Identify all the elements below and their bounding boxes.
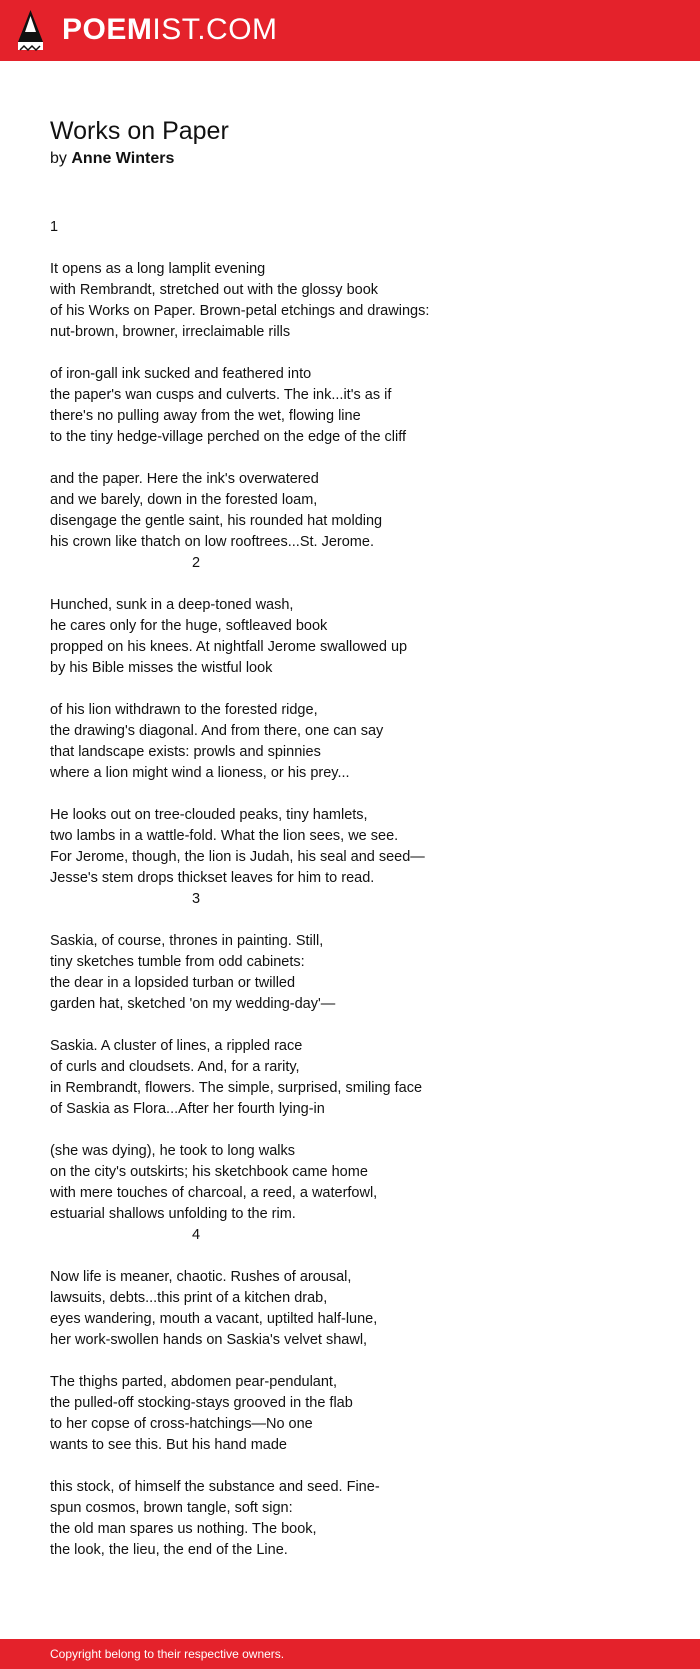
poem-line: The thighs parted, abdomen pear-pendulant, bbox=[50, 1374, 337, 1390]
poem-line: estuarial shallows unfolding to the rim. bbox=[50, 1206, 296, 1222]
poem-line: with mere touches of charcoal, a reed, a waterfowl, bbox=[50, 1185, 378, 1201]
site-header bbox=[0, 0, 700, 61]
poem-title: Works on Paper bbox=[50, 117, 229, 145]
stanza-gap bbox=[50, 343, 670, 364]
byline-prefix: by bbox=[50, 150, 67, 167]
poem-line: of Saskia as Flora...After her fourth lying-in bbox=[50, 1101, 325, 1117]
poem-line: disengage the gentle saint, his rounded hat molding bbox=[50, 513, 383, 529]
poem-line: of curls and cloudsets. And, for a rarity, bbox=[50, 1059, 300, 1075]
poem-line: Hunched, sunk in a deep-toned wash, bbox=[50, 597, 294, 613]
copyright-text: Copyright belong to their respective owners. bbox=[50, 1647, 285, 1661]
poem-line: He looks out on tree-clouded peaks, tiny hamlets, bbox=[50, 807, 368, 823]
stanza-gap bbox=[50, 679, 670, 700]
poem-line: For Jerome, though, the lion is Judah, his seal and seed— bbox=[50, 849, 425, 865]
poem-line: eyes wandering, mouth a vacant, uptilted half-lune, bbox=[50, 1311, 378, 1327]
poem-line: he cares only for the huge, softleaved book bbox=[50, 618, 328, 634]
poem-line: Saskia. A cluster of lines, a rippled race bbox=[50, 1038, 303, 1054]
poem-line: with Rembrandt, stretched out with the glossy book bbox=[50, 282, 379, 298]
poem-line: of his lion withdrawn to the forested ridge, bbox=[50, 702, 318, 718]
stanza-gap bbox=[50, 1015, 670, 1036]
pencil-tip-icon[interactable] bbox=[18, 10, 43, 52]
stanza-gap bbox=[50, 238, 670, 259]
poem-line: and the paper. Here the ink's overwatered bbox=[50, 471, 319, 487]
poem-line: her work-swollen hands on Saskia's velvet shawl, bbox=[50, 1332, 368, 1348]
byline bbox=[50, 148, 174, 170]
poem-line: of his Works on Paper. Brown-petal etchings and drawings: bbox=[50, 303, 430, 319]
poem-line: propped on his knees. At nightfall Jerome swallowed up bbox=[50, 639, 408, 655]
poem-line: where a lion might wind a lioness, or his prey... bbox=[50, 765, 350, 781]
stanza-gap bbox=[50, 1120, 670, 1141]
stanza-gap bbox=[50, 574, 670, 595]
poem-line: lawsuits, debts...this print of a kitchen drab, bbox=[50, 1290, 328, 1306]
poem-line: and we barely, down in the forested loam, bbox=[50, 492, 318, 508]
stanza-gap bbox=[50, 1246, 670, 1267]
poem-line: two lambs in a wattle-fold. What the lion sees, we see. bbox=[50, 828, 399, 844]
poem-line: to her copse of cross-hatchings—No one bbox=[50, 1416, 313, 1432]
poem-line: the dear in a lopsided turban or twilled bbox=[50, 975, 296, 991]
poem-line: the look, the lieu, the end of the Line. bbox=[50, 1542, 288, 1558]
stanza-gap bbox=[50, 1456, 670, 1477]
section-number: 1 bbox=[50, 219, 59, 235]
poem-line: to the tiny hedge-village perched on the edge of the cliff bbox=[50, 429, 407, 445]
poem-line: the drawing's diagonal. And from there, one can say bbox=[50, 723, 384, 739]
stanza-gap bbox=[50, 784, 670, 805]
poem-line: It opens as a long lamplit evening bbox=[50, 261, 266, 277]
poem-line: of iron-gall ink sucked and feathered into bbox=[50, 366, 312, 382]
section-number: 2 bbox=[192, 555, 201, 571]
author-name: Anne Winters bbox=[71, 150, 175, 167]
poem-line: there's no pulling away from the wet, flowing line bbox=[50, 408, 361, 424]
poem-line: by his Bible misses the wistful look bbox=[50, 660, 273, 676]
poem-line: that landscape exists: prowls and spinnies bbox=[50, 744, 321, 760]
poem-line: wants to see this. But his hand made bbox=[50, 1437, 287, 1453]
poem-line: the pulled-off stocking-stays grooved in the flab bbox=[50, 1395, 353, 1411]
poem-line: his crown like thatch on low rooftrees...St. Jerome. bbox=[50, 534, 374, 550]
site-footer bbox=[0, 1639, 700, 1669]
poem-line: Saskia, of course, thrones in painting. Still, bbox=[50, 933, 324, 949]
site-logo[interactable] bbox=[62, 12, 278, 48]
poem-line: nut-brown, browner, irreclaimable rills bbox=[50, 324, 291, 340]
poem-line: garden hat, sketched 'on my wedding-day'— bbox=[50, 996, 336, 1012]
stanza-gap bbox=[50, 1351, 670, 1372]
brand-bold-text: POEM bbox=[62, 13, 153, 46]
poem-line: on the city's outskirts; his sketchbook came home bbox=[50, 1164, 368, 1180]
section-number: 4 bbox=[192, 1227, 201, 1243]
poem-line: the old man spares us nothing. The book, bbox=[50, 1521, 317, 1537]
poem-line: in Rembrandt, flowers. The simple, surprised, smiling face bbox=[50, 1080, 423, 1096]
poem-line: tiny sketches tumble from odd cabinets: bbox=[50, 954, 305, 970]
poem-line: Now life is meaner, chaotic. Rushes of arousal, bbox=[50, 1269, 352, 1285]
section-number: 3 bbox=[192, 891, 201, 907]
poem-line: the paper's wan cusps and culverts. The ink...it's as if bbox=[50, 387, 392, 403]
poem-line: this stock, of himself the substance and seed. Fine- bbox=[50, 1479, 380, 1495]
brand-light-text: IST.COM bbox=[152, 13, 278, 46]
stanza-gap bbox=[50, 910, 670, 931]
poem-line: Jesse's stem drops thickset leaves for him to read. bbox=[50, 870, 375, 886]
poem-line: spun cosmos, brown tangle, soft sign: bbox=[50, 1500, 293, 1516]
poem-line: (she was dying), he took to long walks bbox=[50, 1143, 296, 1159]
stanza-gap bbox=[50, 448, 670, 469]
poem-body bbox=[50, 217, 670, 1561]
